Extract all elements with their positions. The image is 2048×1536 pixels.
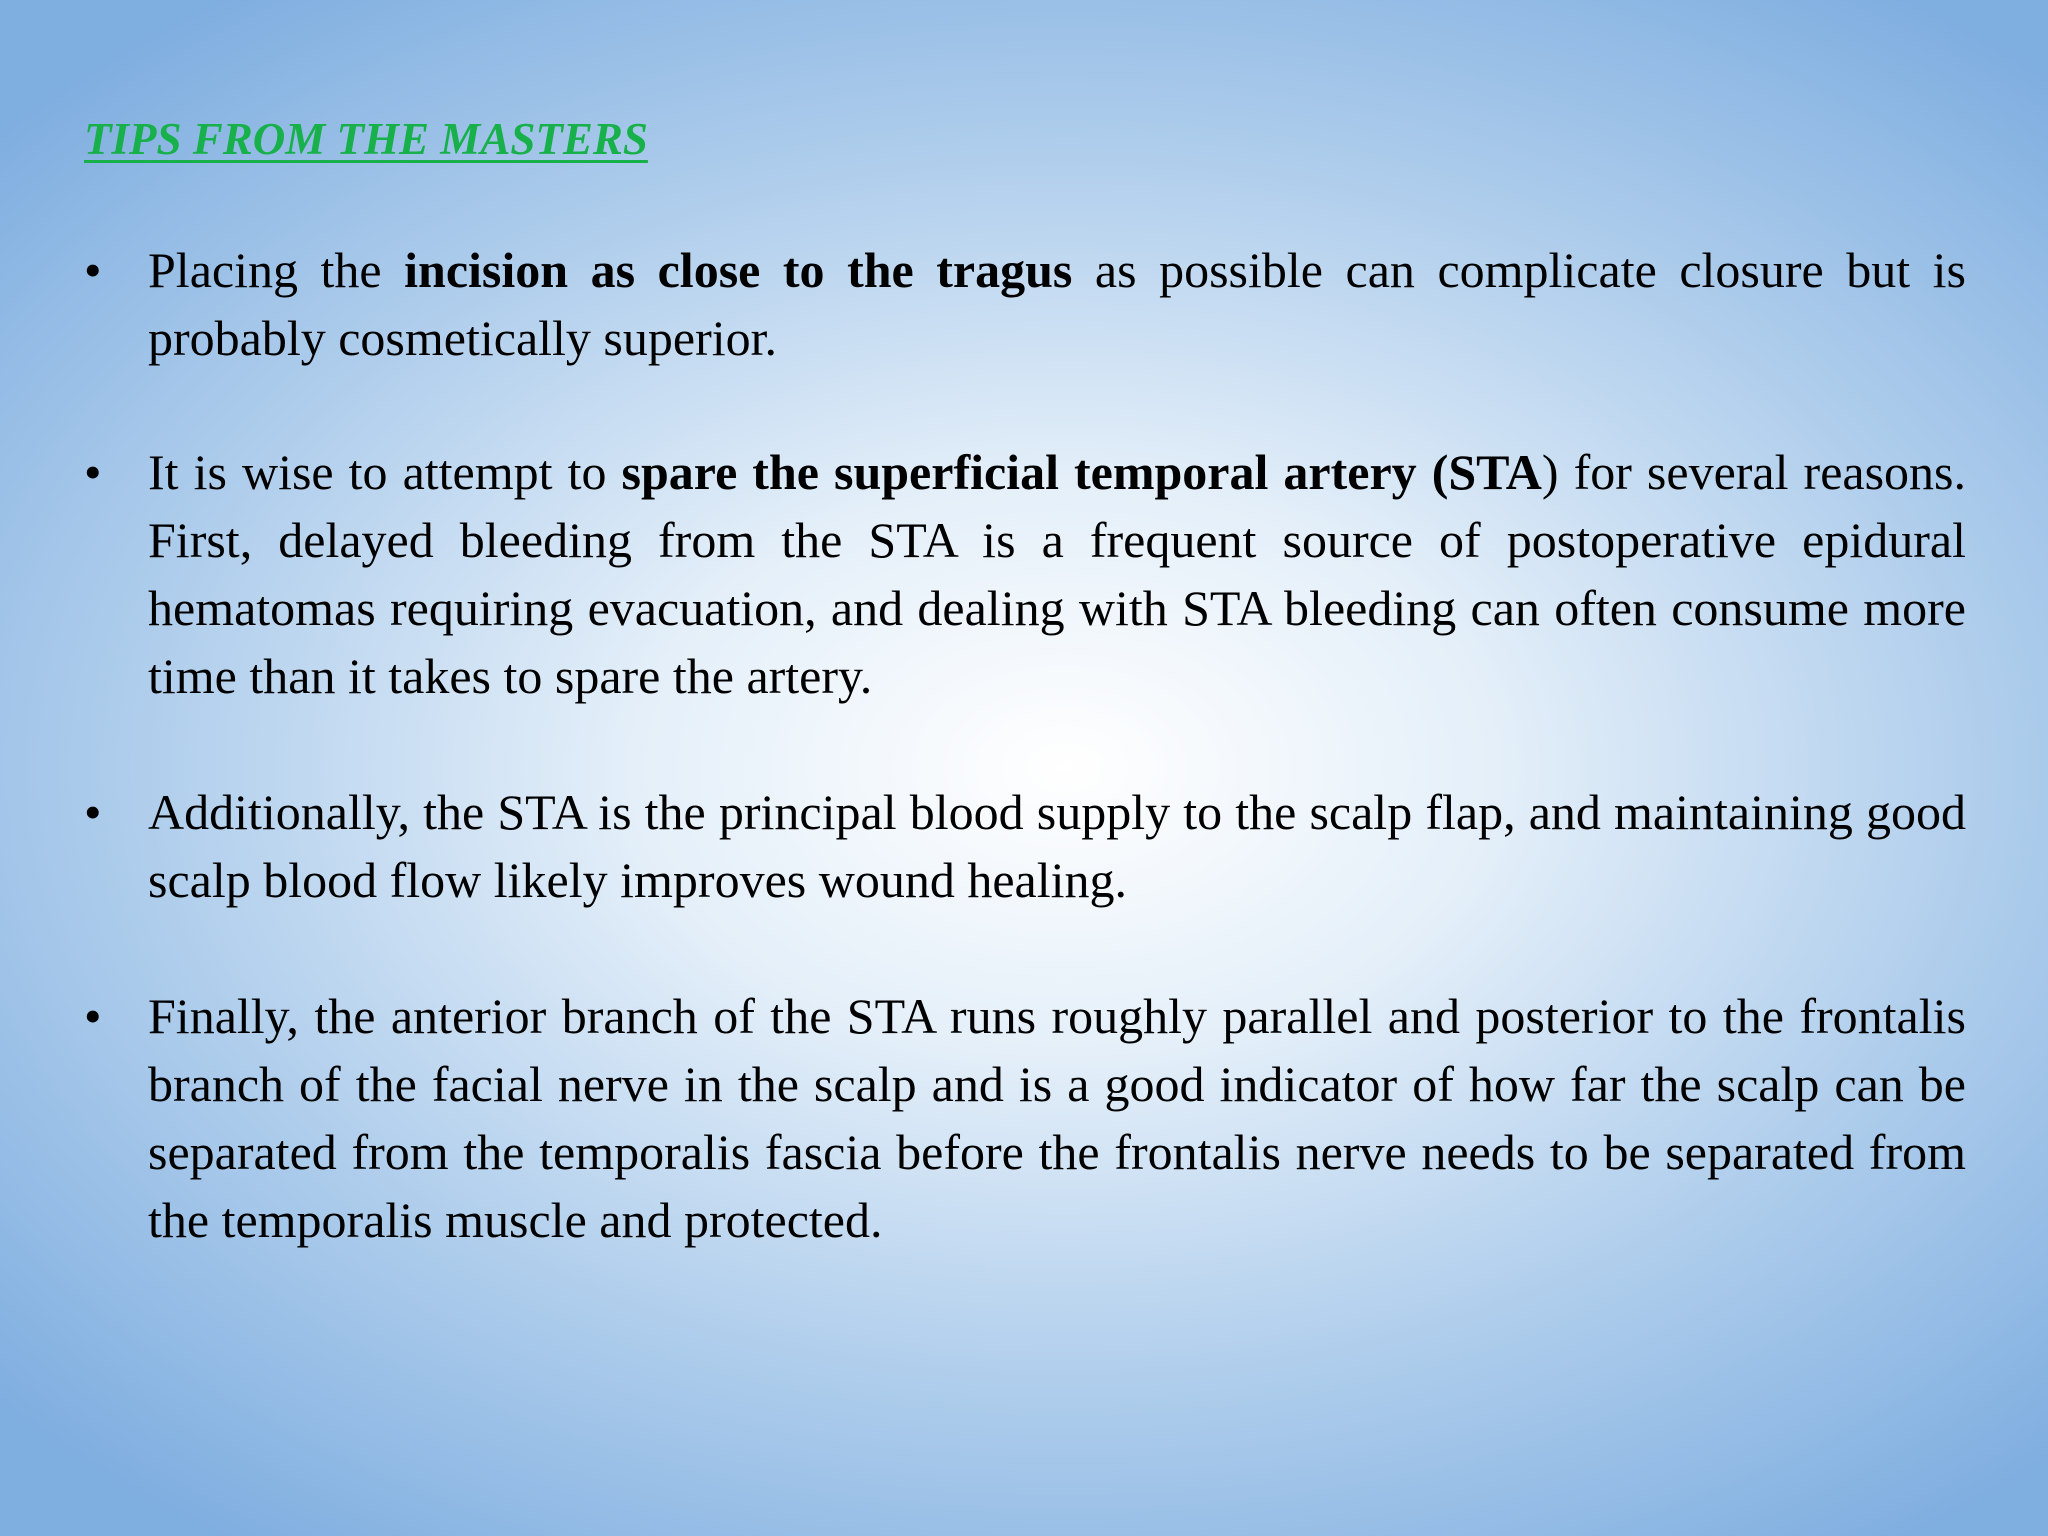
bullet-text — [148, 438, 1966, 710]
bold-text-segment: spare the superficial temporal artery (STA — [621, 444, 1542, 500]
bullet-text — [148, 236, 1966, 372]
text-segment: Placing the — [148, 242, 405, 298]
bullet-item-3 — [84, 778, 1966, 914]
bullet-marker: • — [84, 784, 102, 840]
bullet-text — [148, 778, 1966, 914]
text-segment: as possible can complicate closure but is probably cosmetically superior. — [148, 242, 1967, 366]
bold-text-segment: incision as close to the tragus — [404, 242, 1073, 298]
text-segment: ) for several reasons. First, delayed bleeding from the STA is a frequent source of postoperative epidural hematomas requiring evacuation, and dealing with STA bleeding can often consume more time than it takes to spare the artery. — [148, 444, 1966, 704]
bullet-item-4 — [84, 982, 1966, 1254]
text-segment: It is wise to attempt to — [148, 444, 622, 500]
bullet-marker: • — [84, 444, 102, 500]
text-segment: Finally, the anterior branch of the STA runs roughly parallel and posterior to the frontalis branch of the facial nerve in the scalp and is a good indicator of how far the scalp can be separated from the temporalis fascia before the frontalis nerve needs to be separated from the temporalis muscle and protected. — [148, 988, 1966, 1248]
bullet-marker: • — [84, 242, 102, 298]
bullet-item-2 — [84, 438, 1966, 710]
bullet-list — [84, 236, 1966, 1322]
bullet-item-1 — [84, 236, 1966, 372]
slide-title: TIPS FROM THE MASTERS — [84, 114, 648, 164]
bullet-text — [148, 982, 1966, 1254]
bullet-marker: • — [84, 988, 102, 1044]
text-segment: Additionally, the STA is the principal blood supply to the scalp flap, and maintaining good scalp blood flow likely improves wound healing. — [148, 784, 1966, 908]
